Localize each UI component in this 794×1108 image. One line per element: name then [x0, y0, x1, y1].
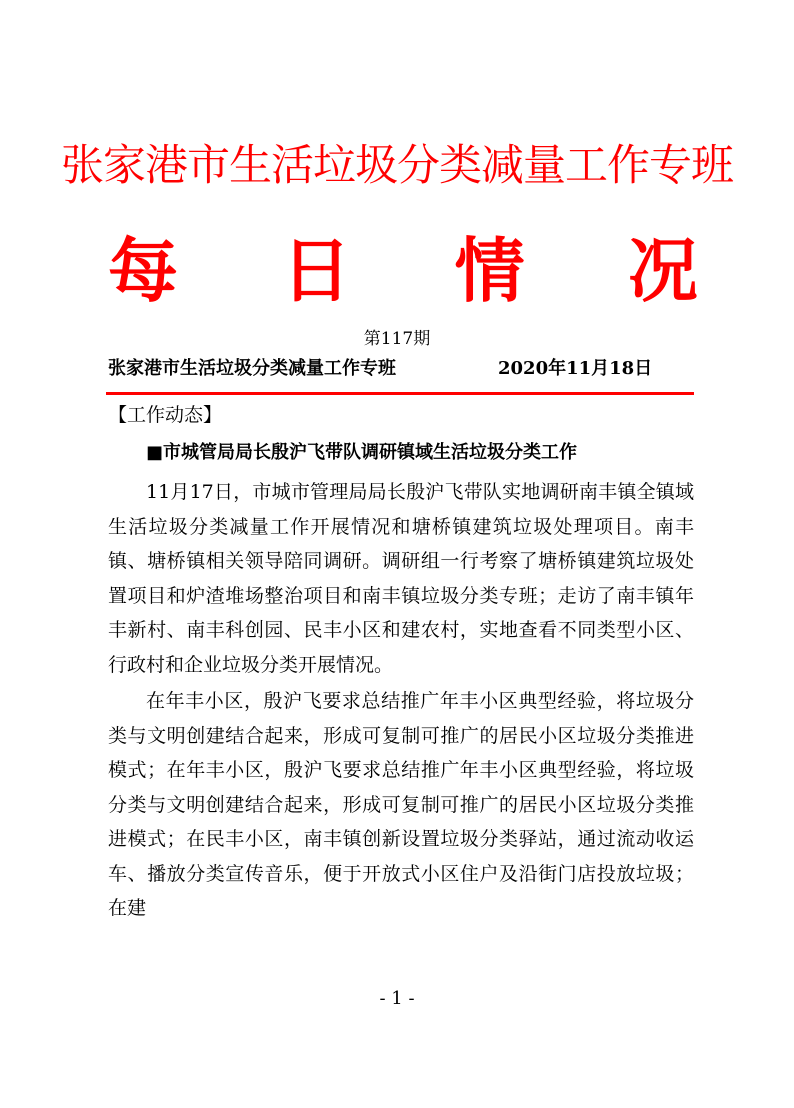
issuer-org: 张家港市生活垃圾分类减量工作专班 — [108, 358, 396, 379]
daily-char-2: 日 — [281, 230, 352, 312]
article-paragraph-1: 11月17日，市城市管理局局长殷沪飞带队实地调研南丰镇全镇域生活垃圾分类减量工作开展情况和塘桥镇建筑垃圾处理项目。南丰镇、塘桥镇相关领导陪同调研。调研组一行考察了塘桥镇建筑垃圾处置项目和炉渣堆场整治项目和南丰镇垃圾分类专班；走访了南丰镇年丰新村、南丰科创园、民丰小区和建农村，实地查看不同类型小区、行政村和企业垃圾分类开展情况。 — [108, 481, 694, 676]
daily-char-4: 况 — [627, 230, 698, 312]
header-divider — [106, 392, 694, 395]
article-title: ■市城管局局长殷沪飞带队调研镇域生活垃圾分类工作 — [146, 442, 578, 463]
section-label: 【工作动态】 — [108, 404, 223, 426]
masthead-daily-report — [108, 226, 698, 316]
issue-date: 2020年11月18日 — [498, 358, 653, 379]
daily-char-1: 每 — [108, 230, 178, 312]
article-body — [108, 475, 694, 926]
article-paragraph-2: 在年丰小区，殷沪飞要求总结推广年丰小区典型经验，将垃圾分类与文明创建结合起来，形成可复制可推广的居民小区垃圾分类推进模式；在年丰小区，殷沪飞要求总结推广年丰小区典型经验，将垃圾分类与文明创建结合起来，形成可复制可推广的居民小区垃圾分类推进模式；在民丰小区，南丰镇创新设置垃圾分类驿站，通过流动收运车、播放分类宣传音乐，便于开放式小区住户及沿街门店投放垃圾；在建 — [108, 690, 694, 919]
issue-number: 第117期 — [363, 329, 431, 349]
daily-char-3: 情 — [454, 230, 525, 312]
page-number: - 1 - — [379, 988, 415, 1009]
masthead-title: 张家港市生活垃圾分类减量工作专班 — [61, 141, 733, 191]
